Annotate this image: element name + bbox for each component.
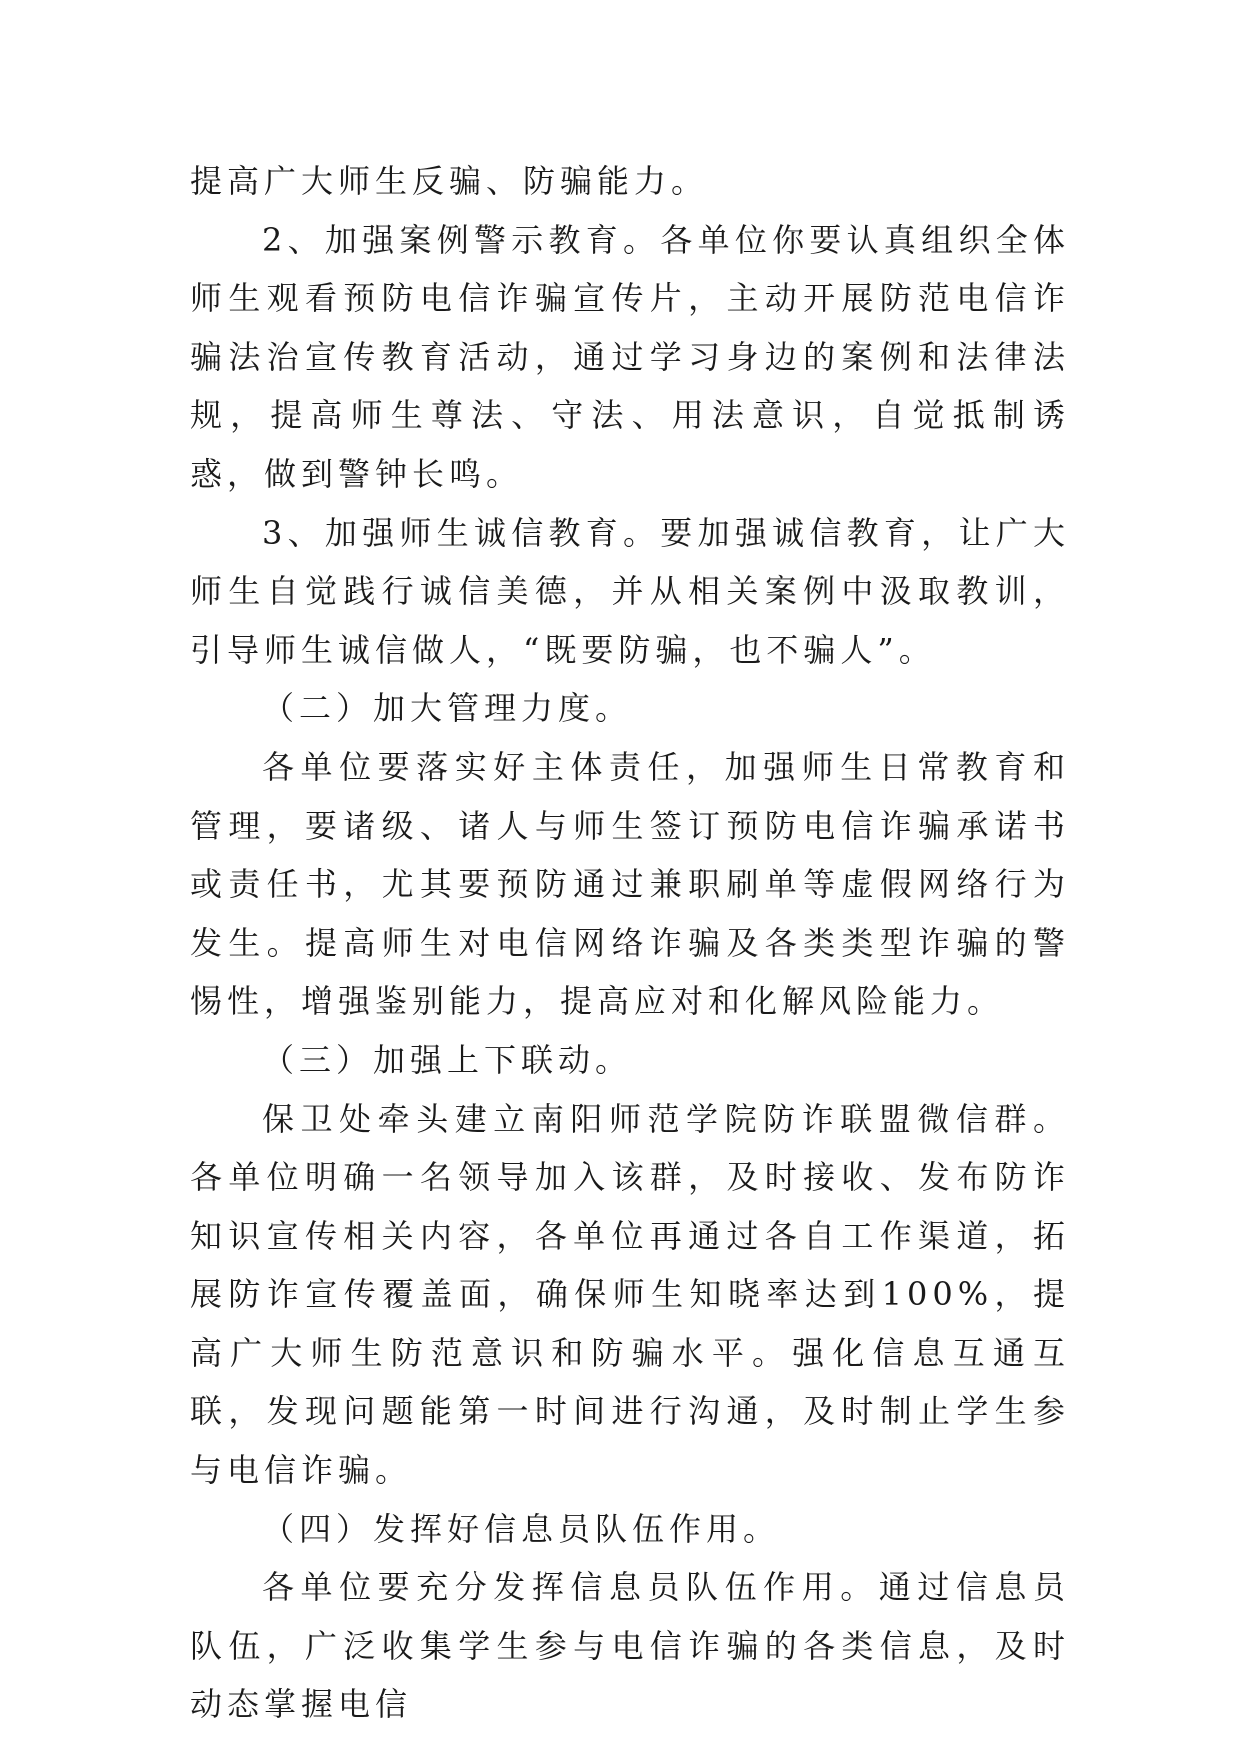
section-heading-management: （二）加大管理力度。 <box>262 689 633 728</box>
paragraph-integrity-education: 3、加强师生诚信教育。要加强诚信教育，让广大师生自觉践行诚信美德，并从相关案例中汲取教训，引导师生诚信做人，“既要防骗，也不骗人”。 <box>190 513 1070 669</box>
section-heading-informants: （四）发挥好信息员队伍作用。 <box>262 1509 781 1548</box>
section-heading-linkage: （三）加强上下联动。 <box>262 1040 633 1079</box>
paragraph-continuation: 提高广大师生反骗、防骗能力。 <box>190 162 709 200</box>
paragraph-management: 各单位要落实好主体责任，加强师生日常教育和管理，要诸级、诸人与师生签订预防电信诈骗承诺书或责任书，尤其要预防通过兼职刷单等虚假网络行为发生。提高师生对电信网络诈骗及各类类型诈骗的警惕性，增强鉴别能力，提高应对和化解风险能力。 <box>190 747 1070 1021</box>
paragraph-informants: 各单位要充分发挥信息员队伍作用。通过信息员队伍，广泛收集学生参与电信诈骗的各类信息，及时动态掌握电信 <box>190 1568 1070 1724</box>
paragraph-case-warning-education: 2、加强案例警示教育。各单位你要认真组织全体师生观看预防电信诈骗宣传片，主动开展防范电信诈骗法治宣传教育活动，通过学习身边的案例和法律法规，提高师生尊法、守法、用法意识，自觉抵制诱惑，做到警钟长鸣。 <box>190 220 1070 493</box>
paragraph-linkage: 保卫处牵头建立南阳师范学院防诈联盟微信群。各单位明确一名领导加入该群，及时接收、发布防诈知识宣传相关内容，各单位再通过各自工作渠道，拓展防诈宣传覆盖面，确保师生知晓率达到100%，提高广大师生防范意识和防骗水平。强化信息互通互联，发现问题能第一时间进行沟通，及时制止学生参与电信诈骗。 <box>190 1099 1070 1490</box>
document-body <box>190 152 1070 1734</box>
